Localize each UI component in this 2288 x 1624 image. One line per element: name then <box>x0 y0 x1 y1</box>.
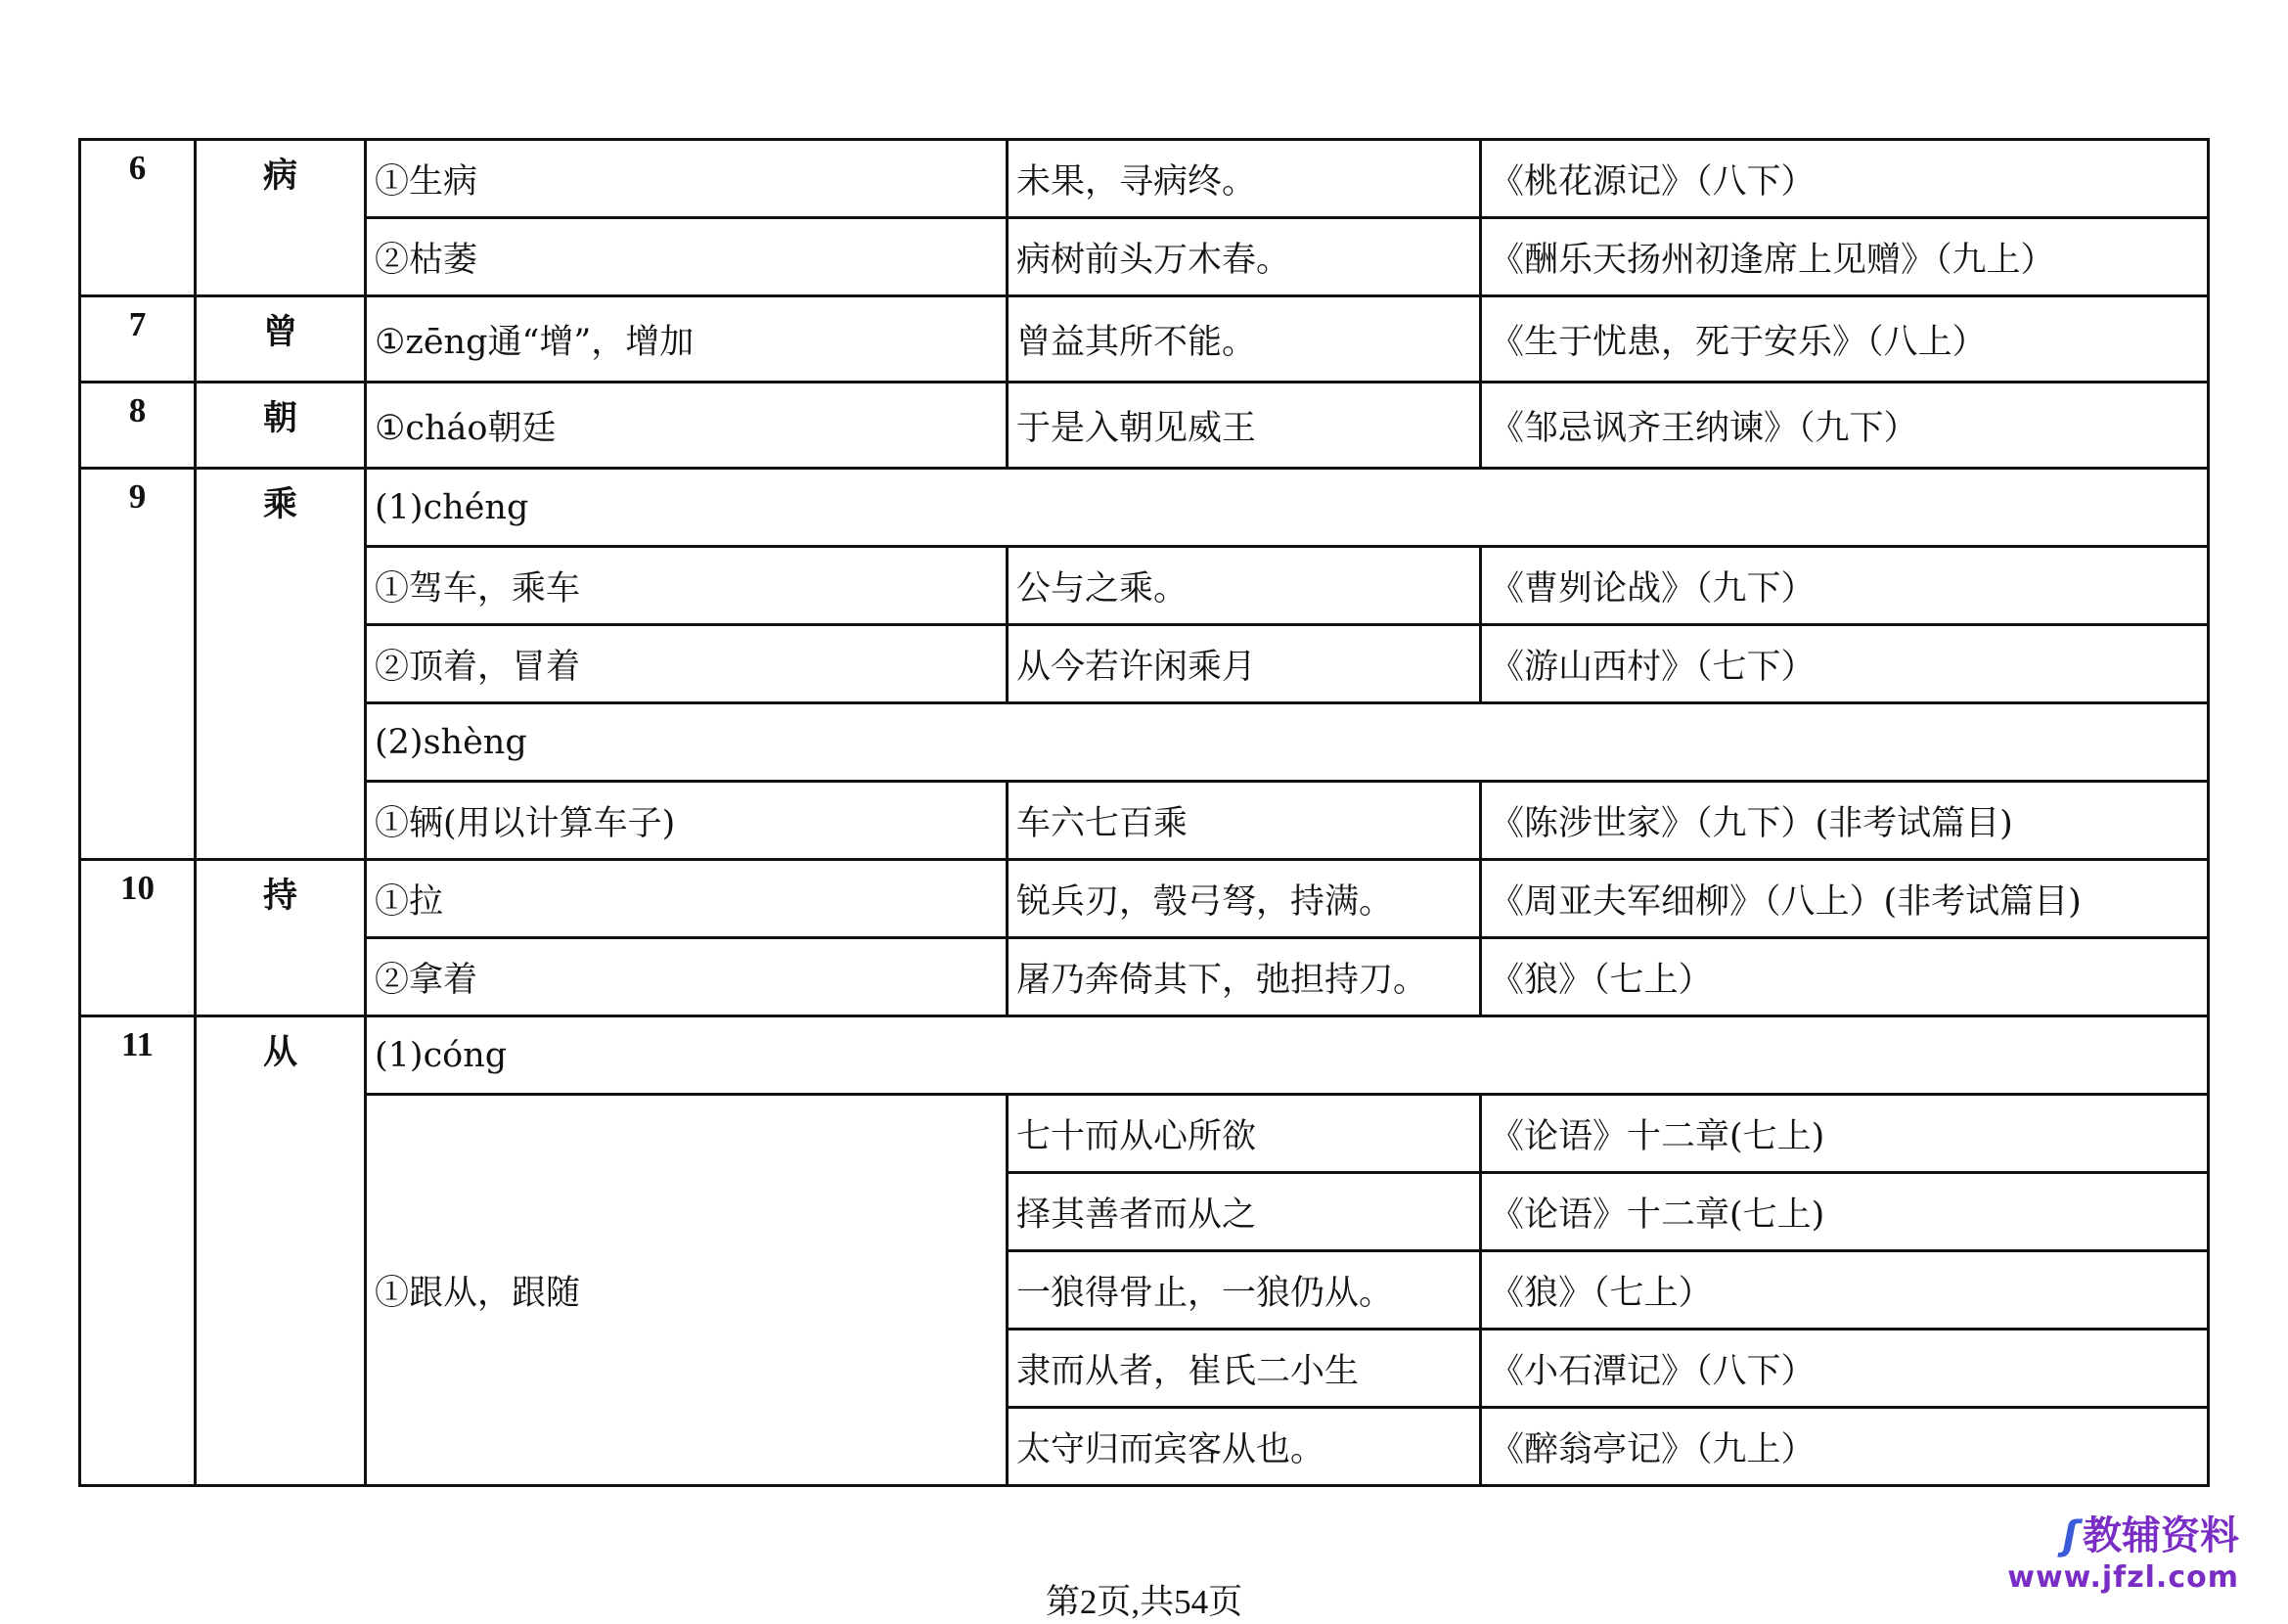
example-cell: 一狼得骨止，一狼仍从。 <box>1008 1251 1481 1330</box>
example-cell: 屠乃奔倚其下，弛担持刀。 <box>1008 938 1481 1016</box>
entry-number: 8 <box>80 383 196 469</box>
source-cell: 《生于忧患，死于安乐》（八上） <box>1481 296 2209 383</box>
example-cell: 车六七百乘 <box>1008 782 1481 860</box>
example-cell: 择其善者而从之 <box>1008 1173 1481 1251</box>
source-cell: 《醉翁亭记》（九上） <box>1481 1408 2209 1486</box>
pronunciation-heading: (2)shèng <box>366 703 2209 782</box>
table-row <box>80 782 2209 860</box>
source-cell: 《论语》十二章(七上) <box>1481 1095 2209 1173</box>
vocabulary-table <box>78 138 2210 1487</box>
table-row <box>80 1095 2209 1173</box>
pronunciation-heading: (1)cóng <box>366 1016 2209 1095</box>
example-cell: 曾益其所不能。 <box>1008 296 1481 383</box>
example-cell: 公与之乘。 <box>1008 547 1481 625</box>
source-cell: 《小石潭记》（八下） <box>1481 1330 2209 1408</box>
table-row <box>80 860 2209 938</box>
example-cell: 隶而从者，崔氏二小生 <box>1008 1330 1481 1408</box>
table-row <box>80 1016 2209 1095</box>
source-cell: 《狼》（七上） <box>1481 938 2209 1016</box>
logo-icon: ʃ <box>2062 1513 2079 1558</box>
source-cell: 《桃花源记》（八下） <box>1481 140 2209 218</box>
example-cell: 于是入朝见威王 <box>1008 383 1481 469</box>
watermark-url: www.jfzl.com <box>2007 1560 2239 1595</box>
entry-number: 10 <box>80 860 196 1016</box>
meaning-cell: ①跟从，跟随 <box>366 1095 1008 1486</box>
entry-character: 曾 <box>196 296 366 383</box>
source-cell: 《周亚夫军细柳》（八上）(非考试篇目) <box>1481 860 2209 938</box>
watermark-title: 教辅资料 <box>2083 1513 2239 1558</box>
meaning-cell: ①驾车，乘车 <box>366 547 1008 625</box>
table-row <box>80 703 2209 782</box>
source-cell: 《曹刿论战》（九下） <box>1481 547 2209 625</box>
meaning-cell: ①辆(用以计算车子) <box>366 782 1008 860</box>
entry-number: 9 <box>80 469 196 860</box>
table-row <box>80 547 2209 625</box>
meaning-cell: ①zēng通“增”，增加 <box>366 296 1008 383</box>
table-row <box>80 218 2209 296</box>
pronunciation-heading: (1)chéng <box>366 469 2209 547</box>
page-footer: 第2页,共54页 <box>1045 1583 1243 1621</box>
example-cell: 太守归而宾客从也。 <box>1008 1408 1481 1486</box>
entry-character: 乘 <box>196 469 366 860</box>
entry-character: 从 <box>196 1016 366 1486</box>
meaning-cell: ①生病 <box>366 140 1008 218</box>
source-cell: 《狼》（七上） <box>1481 1251 2209 1330</box>
entry-character: 朝 <box>196 383 366 469</box>
entry-character: 病 <box>196 140 366 296</box>
meaning-cell: ①拉 <box>366 860 1008 938</box>
meaning-cell: ②拿着 <box>366 938 1008 1016</box>
entry-number: 7 <box>80 296 196 383</box>
table-row <box>80 625 2209 703</box>
table-row <box>80 140 2209 218</box>
entry-number: 6 <box>80 140 196 296</box>
table-row <box>80 938 2209 1016</box>
example-cell: 病树前头万木春。 <box>1008 218 1481 296</box>
entry-character: 持 <box>196 860 366 1016</box>
table-row <box>80 383 2209 469</box>
example-cell: 从今若许闲乘月 <box>1008 625 1481 703</box>
meaning-cell: ①cháo朝廷 <box>366 383 1008 469</box>
meaning-cell: ②枯萎 <box>366 218 1008 296</box>
entry-number: 11 <box>80 1016 196 1486</box>
table-row <box>80 296 2209 383</box>
example-cell: 锐兵刃，彀弓弩，持满。 <box>1008 860 1481 938</box>
source-cell: 《邹忌讽齐王纳谏》（九下） <box>1481 383 2209 469</box>
source-cell: 《酬乐天扬州初逢席上见赠》（九上） <box>1481 218 2209 296</box>
example-cell: 未果，寻病终。 <box>1008 140 1481 218</box>
example-cell: 七十而从心所欲 <box>1008 1095 1481 1173</box>
meaning-cell: ②顶着，冒着 <box>366 625 1008 703</box>
source-cell: 《论语》十二章(七上) <box>1481 1173 2209 1251</box>
table-row <box>80 469 2209 547</box>
source-cell: 《游山西村》（七下） <box>1481 625 2209 703</box>
source-cell: 《陈涉世家》（九下）(非考试篇目) <box>1481 782 2209 860</box>
